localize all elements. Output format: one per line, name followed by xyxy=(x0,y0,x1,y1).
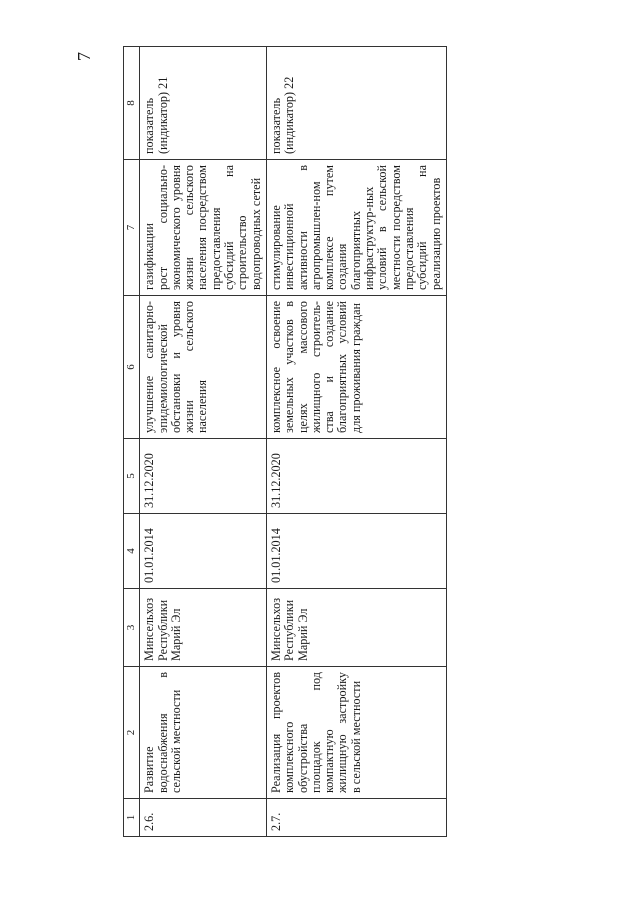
measure-name: Развитие водоснабжения в сельской местности xyxy=(140,667,267,799)
mechanism: стимулирование инвестиционной активности в агропромышлен-ном комплексе путем создания благоприятных инфраструктур-ных условий в сельской местности посредством предоставления субсидий на реализацию проектов xyxy=(266,160,446,296)
end-date: 31.12.2020 xyxy=(140,439,267,514)
end-date: 31.12.2020 xyxy=(266,439,446,514)
column-number: 3 xyxy=(124,589,140,667)
rotated-table-container xyxy=(123,47,616,837)
column-number-row xyxy=(124,47,140,837)
start-date: 01.01.2014 xyxy=(140,514,267,589)
table-row xyxy=(266,47,446,837)
indicator: показатель (индикатор) 21 xyxy=(140,47,267,160)
mechanism-cell xyxy=(140,160,267,296)
row-number: 2.6. xyxy=(140,799,267,837)
column-number: 1 xyxy=(124,799,140,837)
column-number: 7 xyxy=(124,160,140,296)
indicator: показатель (индикатор) 22 xyxy=(266,47,446,160)
measure-name: Реализация проектов комплексного обустройства площадок под компактную жилищную застройку в сельской местности xyxy=(266,667,446,799)
column-number: 6 xyxy=(124,296,140,439)
expected-result: улучшение санитарно-эпидемиологической обстановки и уровня жизни сельского населения xyxy=(140,296,267,439)
measures-table xyxy=(123,46,447,837)
column-number: 8 xyxy=(124,47,140,160)
mechanism: рост социально-экономического уровня жизни сельского населения посредством предоставления субсидий на строительство водопроводных сетей xyxy=(155,165,263,290)
start-date: 01.01.2014 xyxy=(266,514,446,589)
continuation-text: газификации xyxy=(142,223,157,290)
executor: Минсельхоз Республики Марий Эл xyxy=(266,589,446,667)
page-number: 7 xyxy=(74,52,94,61)
column-number: 4 xyxy=(124,514,140,589)
expected-result: комплексное освоение земельных участков в целях массового жилищного строитель-ства и создание благоприятных условий для проживания граждан xyxy=(266,296,446,439)
row-number: 2.7. xyxy=(266,799,446,837)
table-row xyxy=(140,47,267,837)
column-number: 2 xyxy=(124,667,140,799)
executor: Минсельхоз Республики Марий Эл xyxy=(140,589,267,667)
column-number: 5 xyxy=(124,439,140,514)
